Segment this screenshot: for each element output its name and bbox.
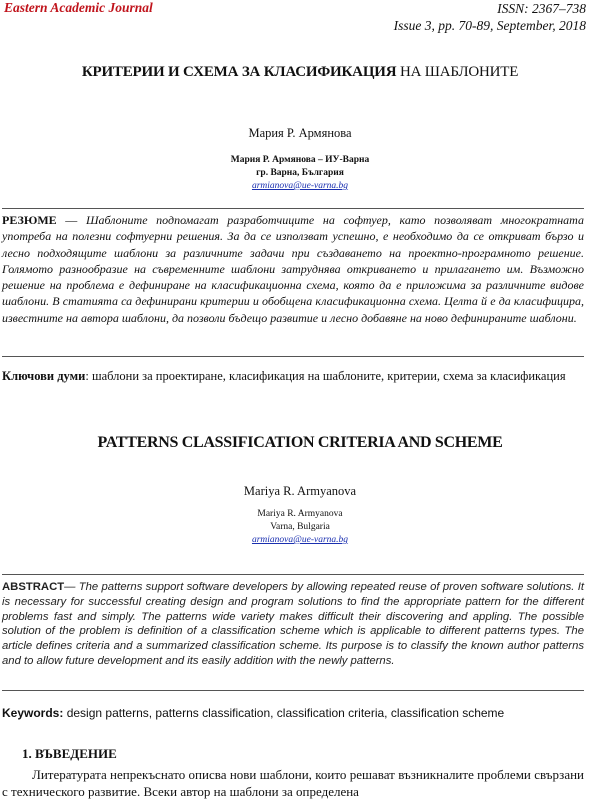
affiliation-bg-city: гр. Варна, България — [256, 168, 344, 178]
introduction-text: Литературата непрекъснато описва нови шаблони, които решават възникналите проблеми свързани с технического развитие. Всеки автор на шаблони за определена — [2, 767, 584, 799]
affiliation-bg — [0, 154, 600, 193]
abstract-bg — [2, 212, 584, 326]
issue-pages-date: Issue 3, pp. 70-89, September, 2018 — [393, 18, 586, 33]
abstract-bg-text: Шаблоните подпомагат разработчиците на софтуер, като позволяват многократната употреба на полезни софтуерни решения. За да се използват успешно, е необходимо да се откриват бързо и лесно подходящите шаблони за различните задачи при създаването на проектно-програмното решение. Голямото разнообразие на съвременните шаблони затруднява откриването и прилагането им. Възможно решение на проблема е дефиниране на класификационна схема, която да е приложима за различните видове шаблони. В статията са дефинирани критерии и обобщена класификационна схема. Целта й е да класифицира, известните на автора шаблони, да позволи бъдещо развитие и лесно добавяне на ново дефинираните шаблони. — [2, 213, 584, 325]
affiliation-bg-name: Мария Р. Армянова – ИУ-Варна — [230, 155, 370, 165]
keywords-bg — [2, 368, 587, 385]
keywords-en — [2, 706, 592, 720]
journal-name: Eastern Academic Journal — [4, 0, 153, 15]
abstract-bg-label: РЕЗЮМЕ — [2, 213, 57, 227]
keywords-bg-text: : шаблони за проектиране, класификация на шаблоните, критерии, схема за класификация — [85, 369, 566, 383]
affiliation-en-city: Varna, Bulgaria — [270, 522, 330, 532]
divider — [2, 356, 584, 357]
email-link-bg[interactable]: armianova@ue-varna.bg — [251, 181, 349, 191]
keywords-en-label: Keywords: — [2, 706, 64, 720]
author-en: Mariya R. Armyanova — [243, 484, 357, 498]
keywords-en-text: design patterns, patterns classification, classification criteria, classification scheme — [63, 706, 505, 720]
affiliation-en — [0, 508, 600, 547]
divider — [2, 208, 584, 209]
abstract-en-text: — The patterns support software developers by allowing repeated reuse of proven software solutions. It is necessary for successful creating design and program solutions to find the appropriate pattern for the different problems fast and simply. The patterns wide variety makes difficult their discovering and appling. The possible solution of the problem is definition of a classification scheme which is applicable to different patterns types. The article defines criteria and a summarized classification scheme. Its purpose is to classify the known author patterns and to allow future development and its easily addition with the newly patterns. — [2, 581, 584, 667]
author-bg: Мария Р. Армянова — [248, 126, 352, 140]
abstract-bg-dash: — — [56, 213, 86, 227]
section-heading-introduction: 1. ВЪВЕДЕНИЕ — [22, 746, 117, 761]
paper-title-bg — [0, 64, 600, 81]
abstract-en — [2, 580, 584, 669]
divider — [2, 574, 584, 575]
issue-info — [394, 0, 586, 34]
keywords-bg-label: Ключови думи — [2, 369, 86, 383]
email-link-en[interactable]: armianova@ue-varna.bg — [251, 535, 349, 545]
abstract-en-label: ABSTRACT — [2, 581, 65, 593]
paper-title-en: PATTERNS CLASSIFICATION CRITERIA AND SCHEME — [97, 434, 503, 451]
paper-title-bg-rest: НА ШАБЛОНИТЕ — [399, 64, 519, 80]
paper-title-bg-bold: КРИТЕРИИ И СХЕМА ЗА КЛАСИФИКАЦИЯ — [81, 64, 397, 80]
issn: ISSN: 2367–738 — [497, 1, 586, 16]
divider — [2, 690, 584, 691]
affiliation-en-name: Mariya R. Armyanova — [257, 509, 343, 519]
